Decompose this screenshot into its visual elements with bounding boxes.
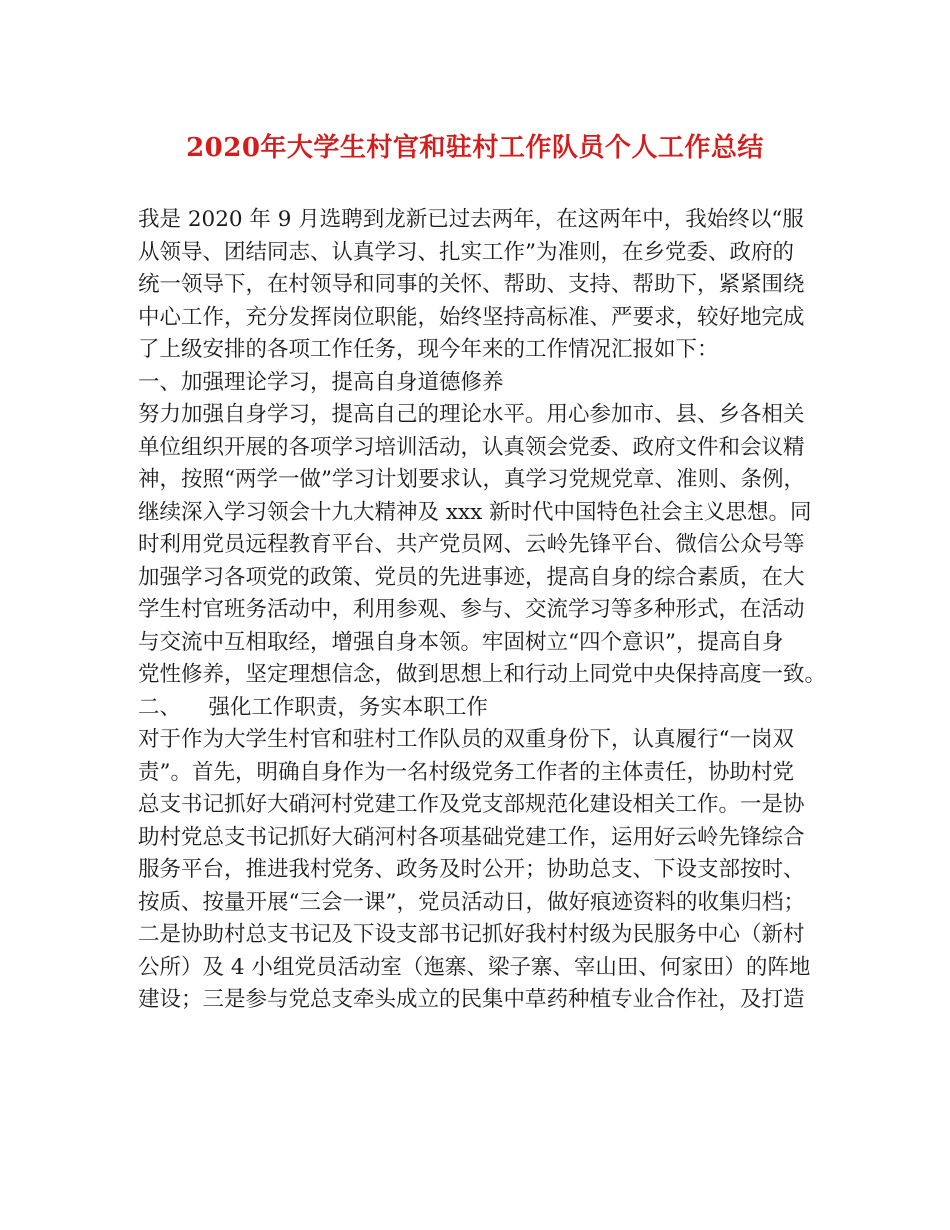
body-line: 神，按照“两学一做”学习计划要求认，真学习党规党章、准则、条例，	[138, 467, 805, 492]
body-line: 努力加强自身学习，提高自己的理论水平。用心参加市、县、乡各相关	[138, 402, 805, 427]
body-line: 继续深入学习领会十九大精神及 xxx 新时代中国特色社会主义思想。同	[138, 499, 812, 525]
body-line: 责”。首先，明确自身作为一名村级党务工作者的主体责任，协助村党	[138, 759, 794, 785]
body-line: 统一领导下，在村领导和同事的关怀、帮助、支持、帮助下，紧紧围绕	[138, 272, 805, 297]
body-line: 按质、按量开展“三会一课”，党员活动日，做好痕迹资料的收集归档；	[138, 889, 805, 915]
body-line: 从领导、团结同志、认真学习、扎实工作”为准则，在乡党委、政府的	[138, 239, 794, 265]
body-line: 二是协助村总支书记及下设支部书记抓好我村村级为民服务中心（新村	[138, 922, 805, 947]
body-line: 建设；三是参与党总支牵头成立的民集中草药种植专业合作社，及打造	[138, 987, 805, 1012]
document-body	[138, 204, 828, 1017]
body-line: 加强学习各项党的政策、党员的先进事迹，提高自身的综合素质，在大	[138, 564, 805, 590]
body-line: 党性修养，坚定理想信念，做到思想上和行动上同党中央保持高度一致。	[138, 662, 827, 687]
document-title: 2020年大学生村官和驻村工作队员个人工作总结	[186, 133, 764, 163]
body-line: 单位组织开展的各项学习培训活动，认真领会党委、政府文件和会议精	[138, 434, 805, 460]
body-line: 了上级安排的各项工作任务，现今年来的工作情况汇报如下：	[138, 337, 719, 362]
body-line: 中心工作，充分发挥岗位职能，始终坚持高标准、严要求，较好地完成	[138, 304, 805, 330]
body-line: 公所）及 4 小组党员活动室（迤寨、梁子寨、宰山田、何家田）的阵地	[138, 954, 811, 980]
body-line: 助村党总支书记抓好大硝河村各项基础党建工作，运用好云岭先锋综合	[138, 824, 805, 850]
body-line: 服务平台，推进我村党务、政务及时公开；协助总支、下设支部按时、	[138, 857, 805, 882]
body-line: 对于作为大学生村官和驻村工作队员的双重身份下，认真履行“一岗双	[138, 727, 794, 752]
body-line: 我是 2020 年 9 月选聘到龙新已过去两年，在这两年中，我始终以“服	[138, 207, 804, 232]
body-line: 时利用党员远程教育平台、共产党员网、云岭先锋平台、微信公众号等	[138, 532, 805, 557]
section-heading: 一、加强理论学习，提高自身道德修养	[138, 369, 504, 395]
body-line: 总支书记抓好大硝河村党建工作及党支部规范化建设相关工作。一是协	[138, 792, 805, 817]
body-line: 与交流中互相取经，增强自身本领。牢固树立“四个意识”，提高自身	[138, 629, 784, 655]
body-line: 学生村官班务活动中，利用参观、参与、交流学习等多种形式，在活动	[138, 597, 805, 622]
section-heading: 二、 强化工作职责，务实本职工作	[138, 694, 488, 720]
